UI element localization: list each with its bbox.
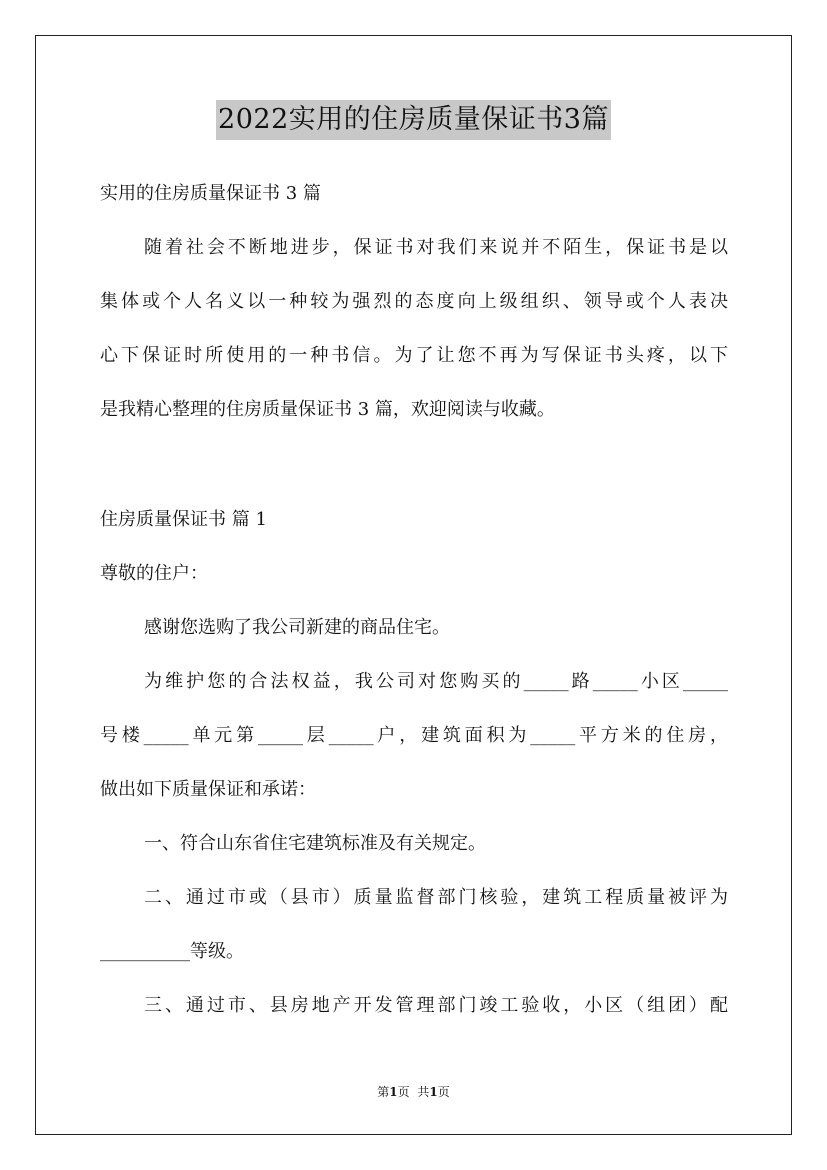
footer-page-prefix: 第 (377, 1085, 390, 1099)
section-heading: 住房质量保证书 篇 1 (100, 509, 267, 530)
footer-page-suffix: 页 (397, 1085, 410, 1099)
body-line: 三、通过市、县房地产开发管理部门竣工验收，小区（组团）配 (144, 995, 728, 1016)
body-line: 号楼_____单元第_____层_____户，建筑面积为_____平方米的住房， (100, 725, 728, 746)
intro-line: 心下保证时所使用的一种书信。为了让您不再为写保证书头疼，以下 (100, 345, 728, 366)
body-line: 二、通过市或（县市）质量监督部门核验，建筑工程质量被评为 (144, 887, 728, 908)
body-line: 一、符合山东省住宅建筑标准及有关规定。 (144, 833, 486, 854)
page-footer (0, 1084, 827, 1100)
intro-line: 集体或个人名义以一种较为强烈的态度向上级组织、领导或个人表决 (100, 291, 728, 312)
body-line: 为维护您的合法权益，我公司对您购买的_____路_____小区_____ (144, 671, 728, 692)
body-line: __________等级。 (100, 941, 244, 962)
footer-page-number: 1 (389, 1085, 398, 1099)
salutation: 尊敬的住户： (100, 563, 208, 584)
title-container (0, 100, 827, 140)
footer-total-prefix: 共 (417, 1085, 430, 1099)
body-line: 感谢您选购了我公司新建的商品住宅。 (144, 617, 450, 638)
body-line: 做出如下质量保证和承诺： (100, 779, 316, 800)
footer-total-suffix: 页 (437, 1085, 450, 1099)
intro-line: 是我精心整理的住房质量保证书 3 篇，欢迎阅读与收藏。 (100, 399, 555, 420)
intro-line: 随着社会不断地进步，保证书对我们来说并不陌生，保证书是以 (144, 237, 728, 258)
footer-total-number: 1 (429, 1085, 438, 1099)
document-subtitle: 实用的住房质量保证书 3 篇 (100, 183, 321, 204)
document-title: 2022实用的住房质量保证书3篇 (216, 100, 611, 140)
